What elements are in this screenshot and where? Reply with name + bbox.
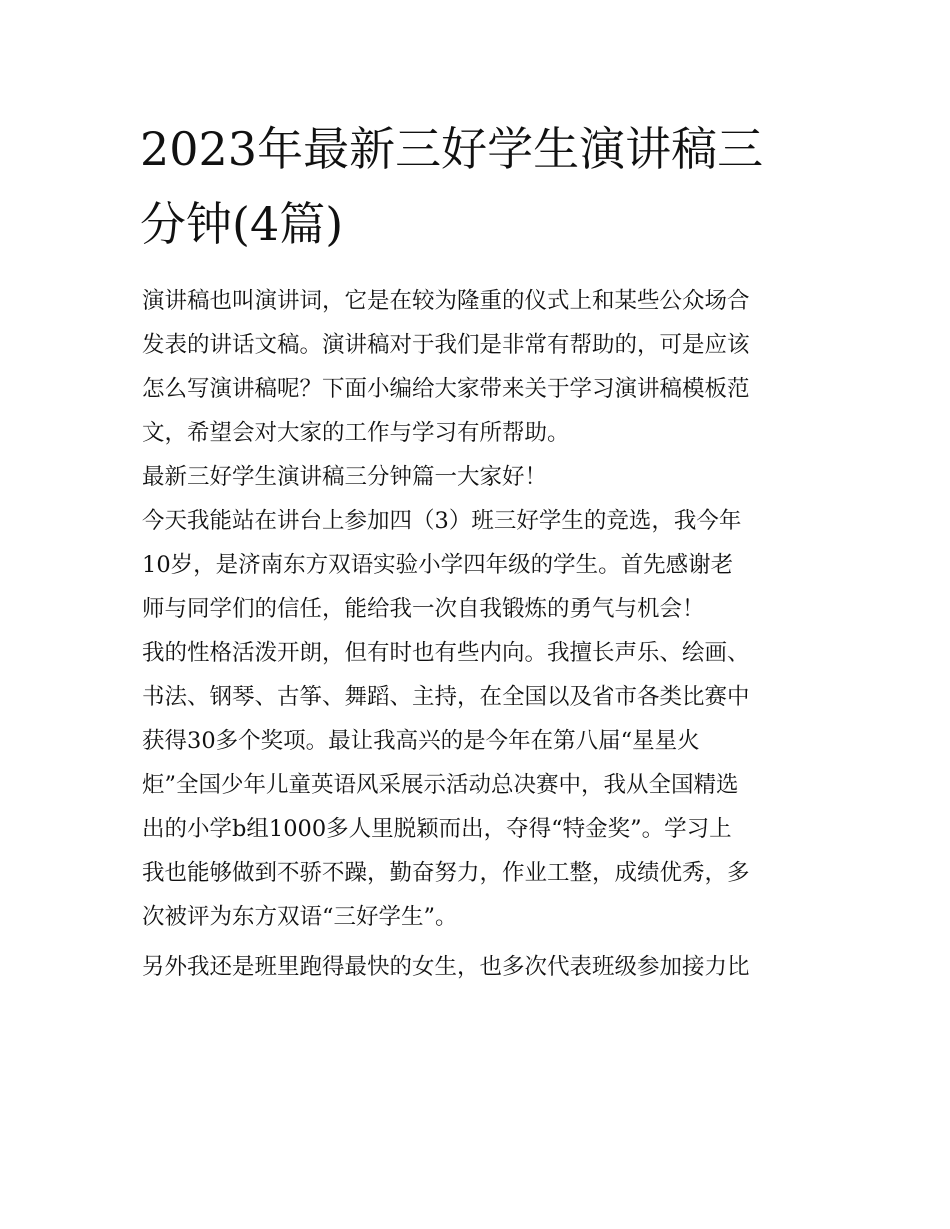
body-line: 文，希望会对大家的工作与学习有所帮助。: [142, 420, 570, 446]
body-line: 怎么写演讲稿呢？下面小编给大家带来关于学习演讲稿模板范: [142, 376, 750, 402]
body-line: 10岁，是济南东方双语实验小学四年级的学生。首先感谢老: [142, 552, 734, 578]
body-line: 获得30多个奖项。最让我高兴的是今年在第八届“星星火: [142, 728, 700, 754]
document-title: [140, 112, 820, 262]
body-line: 我也能够做到不骄不躁，勤奋努力，作业工整，成绩优秀，多: [142, 860, 750, 886]
body-line: 次被评为东方双语“三好学生”。: [142, 904, 458, 930]
body-line: 书法、钢琴、古筝、舞蹈、主持，在全国以及省市各类比赛中: [142, 684, 750, 710]
body-line: 发表的讲话文稿。演讲稿对于我们是非常有帮助的，可是应该: [142, 332, 750, 358]
body-line: 我的性格活泼开朗，但有时也有些内向。我擅长声乐、绘画、: [142, 640, 750, 666]
title-line-2: 分钟(4篇): [140, 197, 344, 251]
body-line: 今天我能站在讲台上参加四（3）班三好学生的竞选，我今年: [142, 508, 742, 534]
body-line: 演讲稿也叫演讲词，它是在较为隆重的仪式上和某些公众场合: [142, 288, 750, 314]
body-line: 炬”全国少年儿童英语风采展示活动总决赛中，我从全国精选: [142, 772, 739, 798]
section-heading: 最新三好学生演讲稿三分钟篇一大家好！: [142, 464, 548, 490]
body-line: 另外我还是班里跑得最快的女生，也多次代表班级参加接力比: [142, 954, 750, 980]
title-line-1: 2023年最新三好学生演讲稿三: [140, 122, 764, 176]
body-line: 出的小学b组1000多人里脱颖而出，夺得“特金奖”。学习上: [142, 816, 732, 842]
document-body: [142, 279, 822, 989]
body-line: 师与同学们的信任，能给我一次自我锻炼的勇气与机会！: [142, 596, 705, 622]
